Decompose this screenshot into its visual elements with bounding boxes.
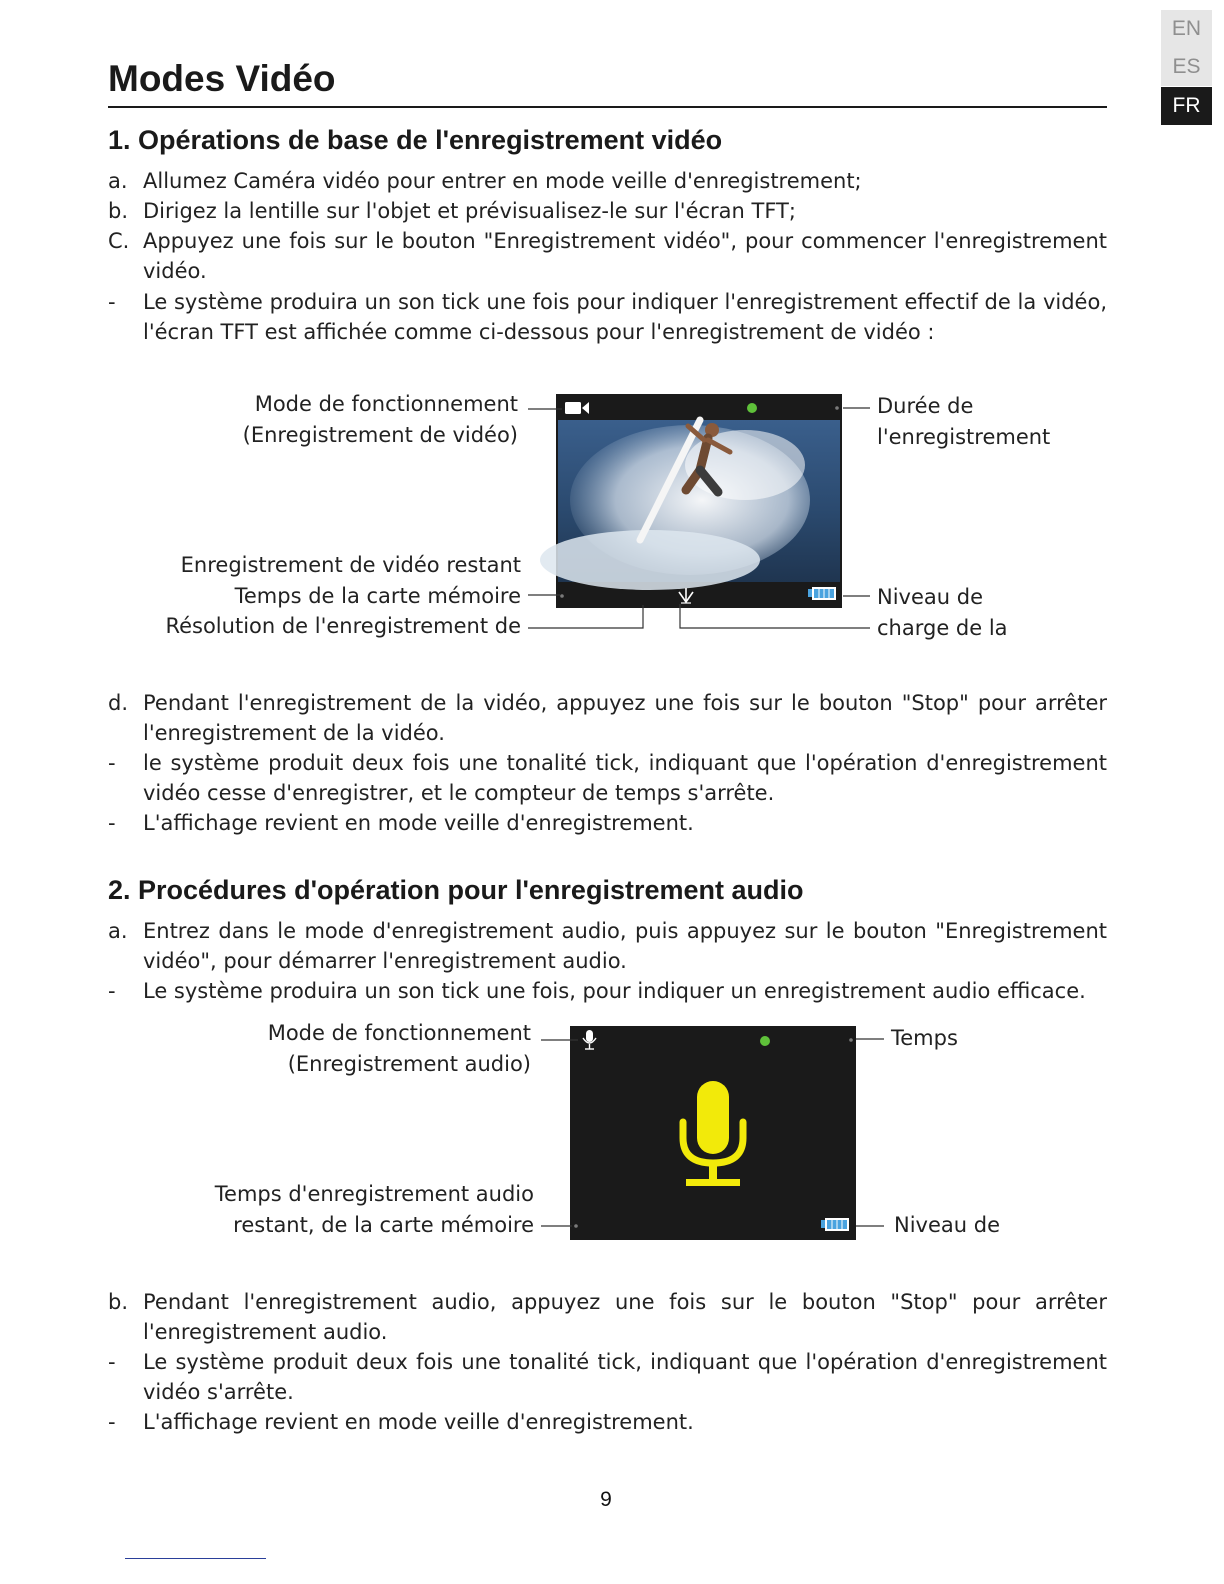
list-text: Pendant l'enregistrement audio, appuyez une fois sur le bouton "Stop" pour arrêter l'enregistrement audio. <box>143 1290 1107 1344</box>
list-marker: - <box>108 751 116 775</box>
audio-remaining-label: Temps d'enregistrement audio restant, de la carte mémoire <box>214 1182 534 1237</box>
footer-rule <box>125 1558 266 1559</box>
video-mode-label: Mode de fonctionnement (Enregistrement de vidéo) <box>242 392 518 447</box>
list-text: Le système produira un son tick une fois pour indiquer l'enregistrement effectif de la vidéo, l'écran TFT est affichée comme ci-dessous pour l'enregistrement de vidéo : <box>143 290 1107 344</box>
list-text: L'affichage revient en mode veille d'enregistrement. <box>143 1410 694 1434</box>
video-screen <box>540 394 842 608</box>
audio-screen <box>570 1026 856 1240</box>
recording-status-dot <box>760 1036 770 1046</box>
lang-tab-fr[interactable]: FR <box>1161 87 1212 125</box>
list-marker: - <box>108 979 116 1003</box>
recording-status-dot <box>747 403 757 413</box>
list-text: Entrez dans le mode d'enregistrement audio, puis appuyez sur le bouton "Enregistrement vidéo", pour démarrer l'enregistrement audio. <box>143 919 1107 973</box>
battery-icon <box>821 1218 849 1231</box>
list-marker: C. <box>108 229 130 253</box>
audio-mode-label: Mode de fonctionnement (Enregistrement audio) <box>267 1021 531 1076</box>
page-title: Modes Vidéo <box>108 58 336 99</box>
list-text: Le système produira un son tick une fois, pour indiquer un enregistrement audio efficace. <box>143 979 1086 1003</box>
video-duration-label: Durée de l'enregistrement <box>877 394 1051 449</box>
list-marker: b. <box>108 1290 129 1314</box>
video-battery-label: Niveau de charge de la <box>877 585 1008 640</box>
audio-battery-label: Niveau de <box>894 1213 1000 1237</box>
list-marker: - <box>108 811 116 835</box>
list-text: le système produit deux fois une tonalité tick, indiquant que l'opération d'enregistrement vidéo cesse d'enregistrer, et le compteur de temps s'arrête. <box>143 751 1107 805</box>
list-text: Allumez Caméra vidéo pour entrer en mode veille d'enregistrement; <box>143 169 862 193</box>
list-marker: a. <box>108 169 128 193</box>
list-marker: - <box>108 1410 116 1434</box>
list-text: Dirigez la lentille sur l'objet et prévisualisez-le sur l'écran TFT; <box>143 199 796 223</box>
battery-icon <box>808 587 836 600</box>
video-remaining-label: Enregistrement de vidéo restant Temps de la carte mémoire Résolution de l'enregistrement de <box>165 553 521 638</box>
list-text: L'affichage revient en mode veille d'enregistrement. <box>143 811 694 835</box>
list-marker: a. <box>108 919 128 943</box>
lang-tab-es[interactable]: ES <box>1161 48 1212 86</box>
lang-tab-en[interactable]: EN <box>1161 10 1212 48</box>
page-number: 9 <box>600 1488 612 1511</box>
list-marker: d. <box>108 691 129 715</box>
audio-time-label: Temps <box>891 1026 958 1050</box>
section1-heading: 1. Opérations de base de l'enregistrement vidéo <box>108 125 723 155</box>
list-marker: - <box>108 290 116 314</box>
list-marker: b. <box>108 199 129 223</box>
list-text: Appuyez une fois sur le bouton "Enregistrement vidéo", pour commencer l'enregistrement vidéo. <box>143 229 1107 283</box>
list-marker: - <box>108 1350 116 1374</box>
list-text: Pendant l'enregistrement de la vidéo, appuyez une fois sur le bouton "Stop" pour arrêter l'enregistrement de la vidéo. <box>143 691 1107 745</box>
list-text: Le système produit deux fois une tonalité tick, indiquant que l'opération d'enregistrement vidéo s'arrête. <box>143 1350 1107 1404</box>
section2-heading: 2. Procédures d'opération pour l'enregistrement audio <box>108 875 804 905</box>
